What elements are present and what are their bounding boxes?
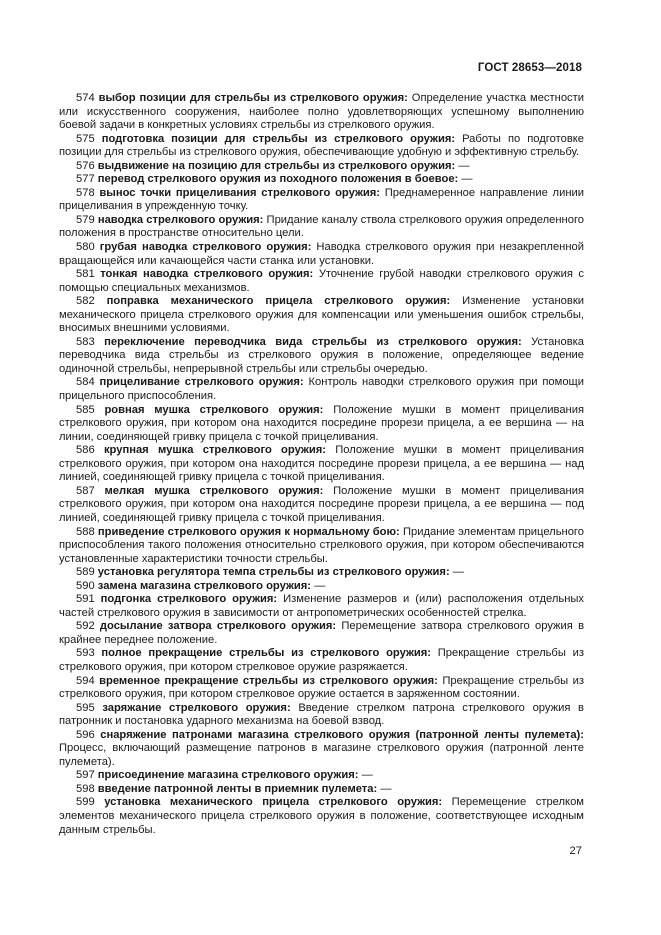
term-definition: Уточнение грубой наводки стрелкового оружия с помощью специальных механизмов. — [59, 268, 585, 294]
term-definition: Процесс, включающий размещение патронов в магазине стрелкового оружия (патронной ленте пулемета). — [59, 742, 584, 768]
term-entry — [59, 187, 584, 214]
term-entry — [59, 241, 584, 268]
term-definition: Прекращение стрельбы из стрелкового оружия, при котором стрелковое оружие остается в заряженном состоянии. — [59, 674, 585, 701]
term-entry — [59, 404, 584, 445]
term-name: снаряжение патронами магазина стрелкового оружия (патронной ленты пулемета): — [100, 728, 584, 741]
term-entry — [59, 336, 584, 377]
term-name: установка регулятора темпа стрельбы из стрелкового оружия: — [97, 566, 450, 579]
term-definition: Придание каналу ствола стрелкового оружия определенного положения в пространстве относительно цели. — [59, 213, 585, 240]
entry-number: 594 — [76, 674, 95, 687]
term-name: заряжание стрелкового оружия: — [102, 701, 291, 714]
term-entry — [59, 729, 584, 770]
term-entry — [59, 92, 584, 133]
entry-number: 595 — [76, 701, 95, 714]
term-name: перевод стрелкового оружия из походного положения в боевое: — [97, 173, 459, 186]
term-definition: — — [458, 159, 470, 172]
term-entry — [59, 593, 584, 620]
term-entry — [59, 526, 584, 567]
entry-number: 599 — [76, 796, 95, 809]
term-entry — [59, 444, 584, 485]
term-name: ровная мушка стрелкового оружия: — [104, 403, 324, 416]
term-entry — [59, 566, 584, 580]
entry-number: 578 — [76, 186, 95, 199]
term-definition: Положение мушки в момент прицеливания стрелкового оружия, при котором она находится посредине прорези прицела, а ее вершина — над линией, соединяющей гривку прицела с точкой прицеливания. — [59, 444, 585, 484]
term-name: наводка стрелкового оружия: — [97, 213, 264, 226]
page-number: 27 — [569, 845, 582, 857]
term-name: введение патронной ленты в приемник пулемета: — [97, 782, 378, 795]
term-definition: — — [452, 566, 464, 579]
entry-number: 586 — [76, 444, 95, 457]
entry-number: 587 — [76, 484, 95, 497]
term-definition: — — [314, 579, 326, 592]
term-entry — [59, 268, 584, 295]
term-entry — [59, 160, 584, 174]
term-name: тонкая наводка стрелкового оружия: — [100, 268, 314, 281]
term-name: присоединение магазина стрелкового оружия: — [97, 769, 359, 782]
term-entry — [59, 133, 584, 160]
term-definition: — — [380, 782, 392, 795]
term-name: выбор позиции для стрельбы из стрелкового оружия: — [98, 92, 408, 104]
term-definition: Определение участка местности или искусственного сооружения, наиболее полно удовлетворяющих успешному выполнению боевой задачи в конкретных условиях стрельбы из стрелкового оружия. — [59, 92, 585, 132]
entry-number: 580 — [76, 241, 95, 254]
entry-number: 583 — [76, 335, 95, 348]
term-name: вынос точки прицеливания стрелкового оружия: — [99, 186, 381, 199]
term-name: полное прекращение стрельбы из стрелкового оружия: — [101, 647, 432, 660]
term-name: прицеливание стрелкового оружия: — [99, 376, 304, 389]
term-entry — [59, 376, 584, 403]
entry-number: 590 — [76, 579, 95, 592]
entry-number: 589 — [76, 566, 95, 579]
term-definition: Изменение установки механического прицела стрелкового оружия для компенсации или уменьшения ошибок стрельбы, вносимых внешними условиями. — [59, 295, 584, 335]
term-definition: Наводка стрелкового оружия при незакрепленной вращающейся или качающейся части станка или установки. — [59, 241, 585, 267]
term-definition: Контроль наводки стрелкового оружия при помощи прицельного приспособления. — [59, 376, 585, 403]
term-definition: Прекращение стрельбы из стрелкового оружия, при котором стрелковое оружие разряжается. — [59, 647, 585, 673]
term-entry — [59, 675, 584, 702]
term-definition: Придание элементам прицельного приспособления такого положения относительно стрелкового оружия, при котором обеспечиваются установленные характеристики точности стрельбы. — [59, 525, 584, 565]
term-definition: — — [361, 769, 373, 782]
term-definition: Преднамеренное направление линии прицеливания в упрежденную точку. — [59, 186, 585, 213]
term-name: подготовка позиции для стрельбы из стрелкового оружия: — [101, 132, 456, 145]
term-definition: Перемещение стрелком элементов механического прицела стрелкового оружия в положение, соответствующее исходным данным стрельбы. — [59, 796, 584, 836]
term-name: выдвижение на позицию для стрельбы из стрелкового оружия: — [97, 159, 456, 172]
term-name: грубая наводка стрелкового оружия: — [99, 241, 312, 254]
entry-number: 593 — [76, 647, 95, 660]
term-name: приведение стрелкового оружия к нормальному бою: — [97, 525, 400, 538]
entry-number: 574 — [76, 92, 95, 104]
term-definition: Изменение размеров и (или) расположения отдельных частей стрелкового оружия в зависимости от антропометрических особенностей стрелка. — [59, 593, 585, 619]
term-name: крупная мушка стрелкового оружия: — [103, 444, 326, 457]
terms-list — [59, 92, 584, 837]
term-definition: Положение мушки в момент прицеливания стрелкового оружия, при котором она находится посредине прорези прицела, а ее вершина — на линии, соединяющей гривку прицела с точкой прицеливания. — [59, 403, 585, 443]
entry-number: 579 — [76, 213, 95, 226]
term-definition: Перемещение затвора стрелкового оружия в крайнее переднее положение. — [59, 620, 585, 646]
term-definition: Работы по подготовке позиции для стрельбы из стрелкового оружия, обеспечивающие удобную и эффективную стрельбу. — [59, 132, 585, 159]
term-entry — [59, 783, 584, 797]
term-name: переключение переводчика вида стрельбы из стрелкового оружия: — [104, 335, 522, 348]
term-entry — [59, 173, 584, 187]
entry-number: 584 — [76, 376, 95, 389]
term-entry — [59, 796, 584, 837]
term-entry — [59, 620, 584, 647]
term-entry — [59, 580, 584, 594]
entry-number: 585 — [76, 403, 95, 416]
term-definition: — — [461, 173, 473, 186]
entry-number: 577 — [76, 173, 95, 186]
term-entry — [59, 485, 584, 526]
entry-number: 582 — [76, 295, 95, 308]
term-entry — [59, 702, 584, 729]
entry-number: 592 — [76, 620, 95, 633]
term-name: временное прекращение стрельбы из стрелкового оружия: — [99, 674, 438, 687]
term-entry — [59, 214, 584, 241]
term-entry — [59, 769, 584, 783]
term-entry — [59, 647, 584, 674]
term-definition: Положение мушки в момент прицеливания стрелкового оружия, при котором она находится посредине прорези прицела, а ее вершина — под линией, соединяющей гривку прицела с точкой прицеливания. — [59, 484, 585, 524]
entry-number: 581 — [76, 268, 95, 281]
entry-number: 576 — [76, 159, 95, 172]
entry-number: 596 — [76, 728, 95, 741]
term-definition: Установка переводчика вида стрельбы из стрелкового оружия в положение, определяющее ведение одиночной стрельбы, непрерывной стрельбы или стрельбы очередью. — [59, 335, 585, 375]
term-name: подгонка стрелкового оружия: — [100, 593, 278, 606]
term-name: установка механического прицела стрелкового оружия: — [104, 796, 443, 809]
entry-number: 597 — [76, 769, 95, 782]
document-header: ГОСТ 28653—2018 — [477, 62, 582, 74]
entry-number: 575 — [76, 132, 95, 145]
entry-number: 591 — [76, 593, 95, 606]
term-definition: Введение стрелком патрона стрелкового оружия в патронник и постановка ударного механизма на боевой взвод. — [59, 701, 584, 728]
term-entry — [59, 295, 584, 336]
term-name: мелкая мушка стрелкового оружия: — [104, 484, 324, 497]
entry-number: 588 — [76, 525, 95, 538]
term-name: досылание затвора стрелкового оружия: — [99, 620, 337, 633]
entry-number: 598 — [76, 782, 95, 795]
term-name: поправка механического прицела стрелкового оружия: — [106, 295, 451, 308]
term-name: замена магазина стрелкового оружия: — [97, 579, 312, 592]
